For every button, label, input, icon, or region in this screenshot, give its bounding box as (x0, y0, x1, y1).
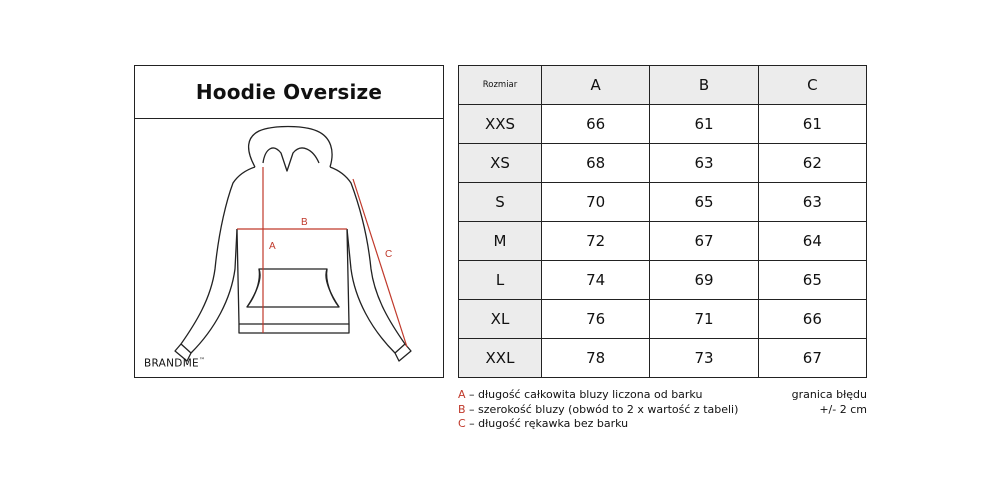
column-header: C (758, 66, 866, 105)
measure-value: 62 (758, 144, 866, 183)
measure-value: 67 (650, 222, 758, 261)
measure-value: 76 (542, 300, 650, 339)
legend-item: B – szerokość bluzy (obwód to 2 x wartość z tabeli) (458, 402, 739, 416)
measure-value: 71 (650, 300, 758, 339)
measure-value: 67 (758, 339, 866, 378)
table-row (459, 222, 867, 261)
measure-label-b: B (301, 217, 308, 228)
size-label: XS (459, 144, 542, 183)
measure-value: 69 (650, 261, 758, 300)
measure-value: 66 (758, 300, 866, 339)
measure-value: 70 (542, 183, 650, 222)
size-label: XXL (459, 339, 542, 378)
measure-value: 63 (650, 144, 758, 183)
legend-item: A – długość całkowita bluzy liczona od barku (458, 388, 703, 401)
measure-value: 63 (758, 183, 866, 222)
table-header-row (459, 66, 867, 105)
table-row (459, 339, 867, 378)
table-row (459, 261, 867, 300)
legend (458, 388, 758, 432)
size-label: L (459, 261, 542, 300)
product-card (134, 65, 444, 378)
measure-label-c: C (385, 249, 393, 260)
measure-value: 65 (650, 183, 758, 222)
tolerance-note: granica błędu +/- 2 cm (791, 388, 867, 416)
brand-logo: BRANDME™ (144, 356, 206, 369)
measure-value: 72 (542, 222, 650, 261)
measure-value: 66 (542, 105, 650, 144)
column-header: A (542, 66, 650, 105)
size-label: XL (459, 300, 542, 339)
measure-value: 61 (650, 105, 758, 144)
legend-item: C – długość rękawka bez barku (458, 417, 629, 430)
measure-label-a: A (269, 241, 276, 252)
product-title: Hoodie Oversize (135, 66, 443, 119)
hoodie-illustration (135, 119, 442, 376)
table-row (459, 183, 867, 222)
measure-value: 74 (542, 261, 650, 300)
table-row (459, 105, 867, 144)
measure-value: 64 (758, 222, 866, 261)
corner-label: Rozmiar (459, 66, 542, 105)
table-row (459, 144, 867, 183)
measure-value: 65 (758, 261, 866, 300)
measure-value: 73 (650, 339, 758, 378)
measure-value: 78 (542, 339, 650, 378)
measure-value: 68 (542, 144, 650, 183)
measure-value: 61 (758, 105, 866, 144)
size-label: S (459, 183, 542, 222)
size-label: M (459, 222, 542, 261)
table-row (459, 300, 867, 339)
column-header: B (650, 66, 758, 105)
size-label: XXS (459, 105, 542, 144)
size-table (458, 65, 867, 378)
